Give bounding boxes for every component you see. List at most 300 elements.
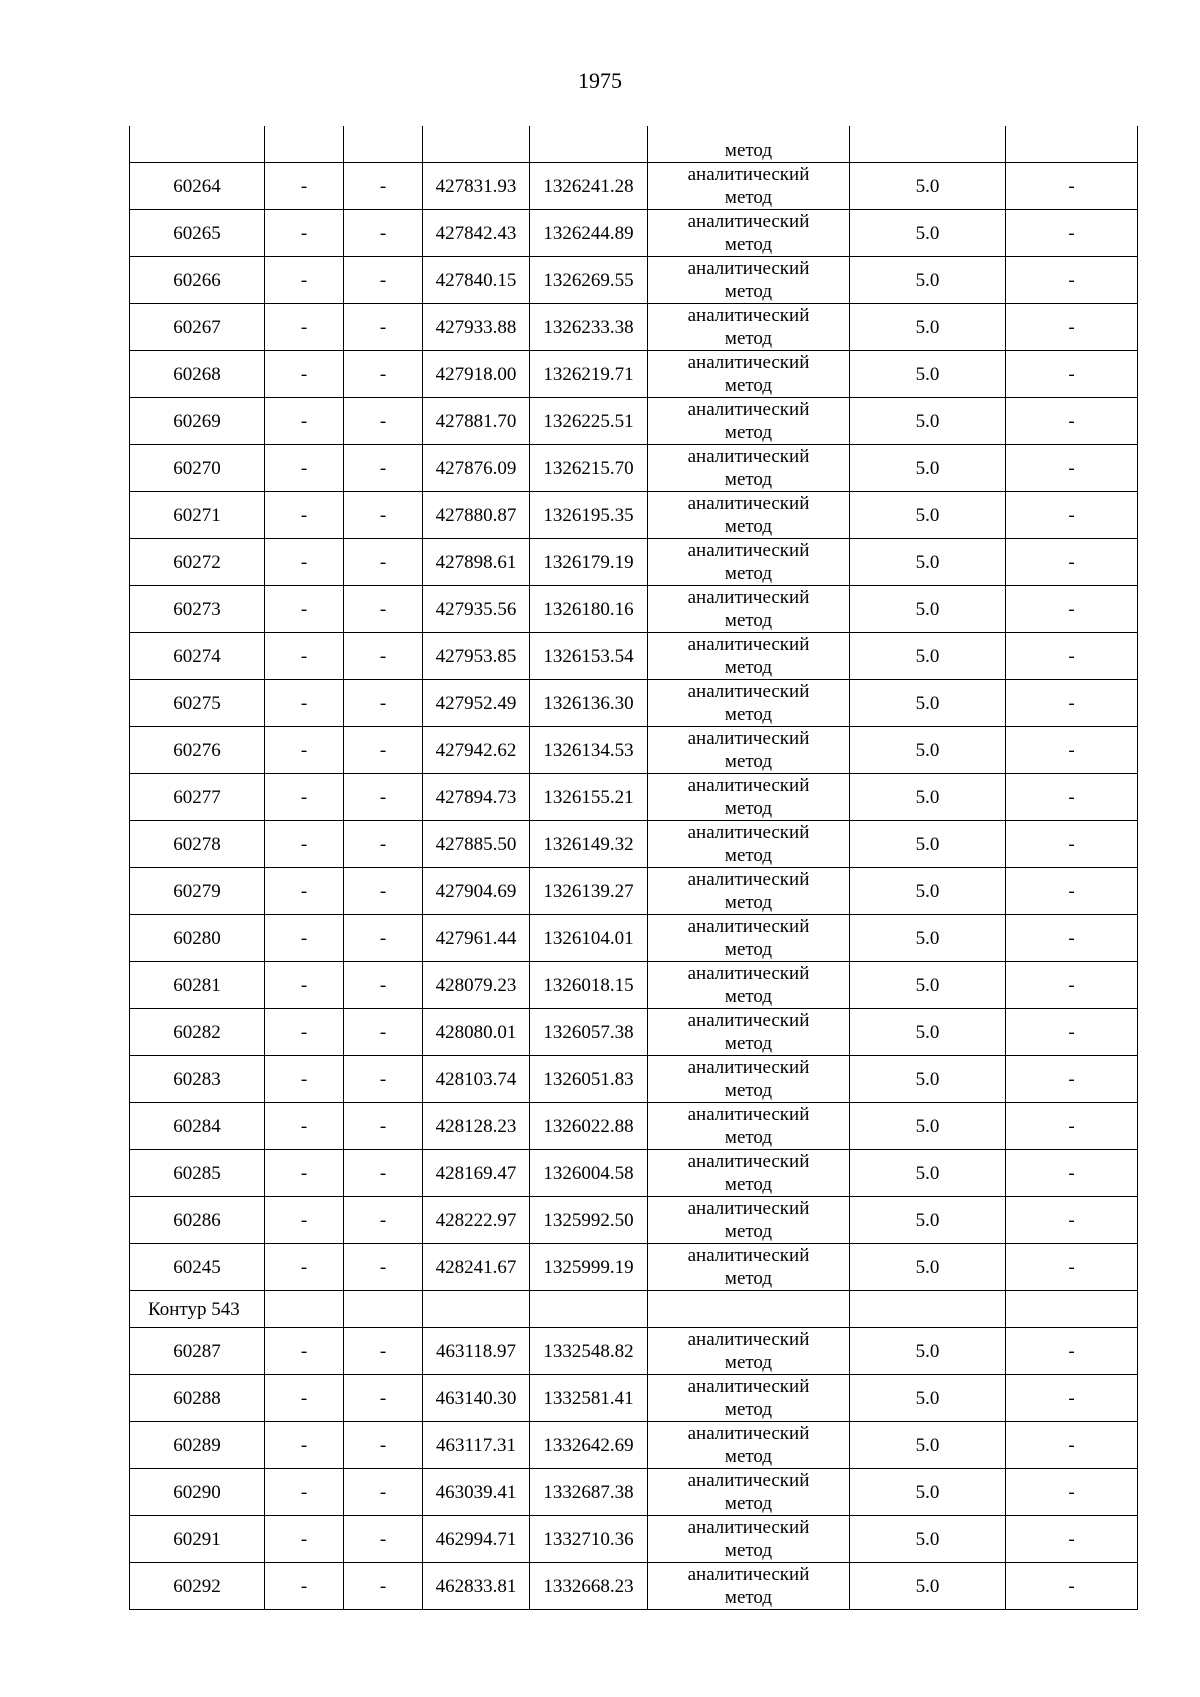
x-coordinate-cell: 428103.74 — [423, 1056, 530, 1103]
method-line-1: аналитический — [687, 540, 810, 561]
x-coordinate-cell: 427942.62 — [423, 727, 530, 774]
column-2-cell: - — [265, 1103, 344, 1150]
table-row — [130, 1516, 1138, 1563]
table-row — [130, 1009, 1138, 1056]
method-line-1: аналитический — [687, 1245, 810, 1266]
column-2-cell: - — [265, 1516, 344, 1563]
method-line-1: аналитический — [687, 1010, 810, 1031]
method-cell — [648, 1375, 850, 1422]
method-line-2: метод — [724, 1080, 773, 1101]
method-line-2: метод — [724, 892, 773, 913]
column-8-cell: - — [1006, 304, 1138, 351]
column-2-cell: - — [265, 1422, 344, 1469]
method-line-2: метод — [724, 610, 773, 631]
method-line-1: аналитический — [687, 1470, 810, 1491]
coordinates-table — [129, 126, 1138, 1610]
column-8-cell: - — [1006, 1056, 1138, 1103]
table-row — [130, 680, 1138, 727]
x-coordinate-cell: 428079.23 — [423, 962, 530, 1009]
point-id-cell: 60285 — [130, 1150, 265, 1197]
y-coordinate-cell: 1326269.55 — [530, 257, 648, 304]
method-line-2: метод — [724, 1033, 773, 1054]
x-coordinate-cell: 428222.97 — [423, 1197, 530, 1244]
point-id-cell: 60282 — [130, 1009, 265, 1056]
point-id-cell: 60265 — [130, 210, 265, 257]
y-coordinate-cell: 1326022.88 — [530, 1103, 648, 1150]
y-coordinate-cell: 1326225.51 — [530, 398, 648, 445]
accuracy-cell: 5.0 — [850, 1469, 1006, 1516]
table-row — [130, 1469, 1138, 1516]
column-2-cell: - — [265, 351, 344, 398]
method-line-2: метод — [724, 469, 773, 490]
x-coordinate-cell: 463118.97 — [423, 1328, 530, 1375]
accuracy-cell: 5.0 — [850, 210, 1006, 257]
point-id-cell: 60290 — [130, 1469, 265, 1516]
method-line-2: метод — [724, 281, 773, 302]
method-cell — [648, 351, 850, 398]
accuracy-cell: 5.0 — [850, 1422, 1006, 1469]
method-line-2: метод — [724, 1268, 773, 1289]
method-line-1: аналитический — [687, 916, 810, 937]
column-8-cell: - — [1006, 1197, 1138, 1244]
column-8-cell: - — [1006, 1469, 1138, 1516]
y-coordinate-cell: 1326195.35 — [530, 492, 648, 539]
column-3-cell: - — [344, 680, 423, 727]
point-id-cell: 60283 — [130, 1056, 265, 1103]
column-8-cell: - — [1006, 1009, 1138, 1056]
column-2-cell: - — [265, 163, 344, 210]
y-coordinate-cell: 1332668.23 — [530, 1563, 648, 1610]
column-3-cell: - — [344, 1469, 423, 1516]
page-number: 1975 — [578, 68, 622, 93]
method-cell — [648, 1469, 850, 1516]
y-coordinate-cell: 1325992.50 — [530, 1197, 648, 1244]
table-row — [130, 304, 1138, 351]
column-3-cell: - — [344, 257, 423, 304]
point-id-cell: 60289 — [130, 1422, 265, 1469]
column-3-cell: - — [344, 1150, 423, 1197]
column-8-cell: - — [1006, 1516, 1138, 1563]
x-coordinate-cell: 427961.44 — [423, 915, 530, 962]
y-coordinate-cell: 1332581.41 — [530, 1375, 648, 1422]
table-row — [130, 1056, 1138, 1103]
method-cell — [648, 680, 850, 727]
method-line-2: метод — [724, 845, 773, 866]
method-line-1: аналитический — [687, 399, 810, 420]
point-id-cell: 60267 — [130, 304, 265, 351]
y-coordinate-cell: 1326180.16 — [530, 586, 648, 633]
method-cell — [648, 1422, 850, 1469]
table-row — [130, 821, 1138, 868]
point-id-cell: 60272 — [130, 539, 265, 586]
table-row — [130, 1563, 1138, 1610]
column-2-cell: - — [265, 445, 344, 492]
point-id-cell: 60270 — [130, 445, 265, 492]
column-2-cell: - — [265, 774, 344, 821]
method-line-1: аналитический — [687, 211, 810, 232]
method-line-2: метод — [724, 751, 773, 772]
x-coordinate-cell: 427885.50 — [423, 821, 530, 868]
table-row — [130, 1422, 1138, 1469]
table-row — [130, 210, 1138, 257]
accuracy-cell: 5.0 — [850, 915, 1006, 962]
y-coordinate-cell: 1326149.32 — [530, 821, 648, 868]
method-line-1: аналитический — [687, 1423, 810, 1444]
method-line-2: метод — [724, 1540, 773, 1561]
point-id-cell: 60276 — [130, 727, 265, 774]
column-2-cell: - — [265, 868, 344, 915]
point-id-cell: 60268 — [130, 351, 265, 398]
column-8-cell: - — [1006, 1103, 1138, 1150]
method-line-1: аналитический — [687, 1517, 810, 1538]
column-3-cell: - — [344, 1244, 423, 1291]
point-id-cell: 60287 — [130, 1328, 265, 1375]
column-3-cell: - — [344, 1375, 423, 1422]
contour-row — [130, 1291, 1138, 1328]
point-id-cell: 60269 — [130, 398, 265, 445]
column-3-cell: - — [344, 774, 423, 821]
column-8-cell: - — [1006, 1150, 1138, 1197]
method-line-1: аналитический — [687, 1564, 810, 1585]
column-3-cell: - — [344, 1103, 423, 1150]
method-cell — [648, 1328, 850, 1375]
column-8-cell: - — [1006, 633, 1138, 680]
column-2-cell: - — [265, 257, 344, 304]
table-row — [130, 1244, 1138, 1291]
column-3-cell: - — [344, 1422, 423, 1469]
method-cell — [648, 163, 850, 210]
column-2-cell: - — [265, 586, 344, 633]
method-line-1: аналитический — [687, 869, 810, 890]
method-cell — [648, 539, 850, 586]
method-cell — [648, 868, 850, 915]
method-line-2: метод — [724, 422, 773, 443]
method-line-1: аналитический — [687, 446, 810, 467]
column-8-cell: - — [1006, 915, 1138, 962]
y-coordinate-cell: 1326139.27 — [530, 868, 648, 915]
method-line-1: аналитический — [687, 352, 810, 373]
column-3-cell: - — [344, 1056, 423, 1103]
table-body — [130, 126, 1138, 1610]
column-3-cell: - — [344, 1328, 423, 1375]
method-line-2: метод — [724, 516, 773, 537]
column-3-cell: - — [344, 1563, 423, 1610]
point-id-cell: 60245 — [130, 1244, 265, 1291]
method-cell — [648, 774, 850, 821]
column-2-cell: - — [265, 1244, 344, 1291]
column-3-cell: - — [344, 163, 423, 210]
method-line-2: метод — [724, 1587, 773, 1608]
point-id-cell: 60279 — [130, 868, 265, 915]
method-cell — [648, 210, 850, 257]
table-row — [130, 1150, 1138, 1197]
x-coordinate-cell: 428128.23 — [423, 1103, 530, 1150]
method-line-2: метод — [724, 375, 773, 396]
accuracy-cell: 5.0 — [850, 445, 1006, 492]
accuracy-cell: 5.0 — [850, 257, 1006, 304]
method-line-2: метод — [724, 1127, 773, 1148]
x-coordinate-cell: 427898.61 — [423, 539, 530, 586]
point-id-cell: 60281 — [130, 962, 265, 1009]
method-line-2: метод — [724, 1446, 773, 1467]
x-coordinate-cell: 463117.31 — [423, 1422, 530, 1469]
method-cell — [648, 1103, 850, 1150]
table-row — [130, 257, 1138, 304]
point-id-cell: 60273 — [130, 586, 265, 633]
x-coordinate-cell: 427894.73 — [423, 774, 530, 821]
accuracy-cell: 5.0 — [850, 163, 1006, 210]
method-line-2: метод — [724, 1352, 773, 1373]
column-8-cell: - — [1006, 962, 1138, 1009]
x-coordinate-cell: 427953.85 — [423, 633, 530, 680]
column-8-cell: - — [1006, 1422, 1138, 1469]
method-line-1: аналитический — [687, 634, 810, 655]
accuracy-cell: 5.0 — [850, 1197, 1006, 1244]
column-2-cell: - — [265, 1150, 344, 1197]
column-2-cell: - — [265, 304, 344, 351]
method-line-1: аналитический — [687, 1104, 810, 1125]
x-coordinate-cell: 427880.87 — [423, 492, 530, 539]
column-3-cell: - — [344, 1197, 423, 1244]
table-row — [130, 492, 1138, 539]
y-coordinate-cell: 1332642.69 — [530, 1422, 648, 1469]
x-coordinate-cell: 427881.70 — [423, 398, 530, 445]
accuracy-cell: 5.0 — [850, 1009, 1006, 1056]
table-row — [130, 351, 1138, 398]
method-cell — [648, 445, 850, 492]
column-2-cell: - — [265, 1375, 344, 1422]
x-coordinate-cell: 462833.81 — [423, 1563, 530, 1610]
continuation-row — [130, 126, 1138, 163]
accuracy-cell: 5.0 — [850, 1375, 1006, 1422]
point-id-cell: 60275 — [130, 680, 265, 727]
method-line-1: аналитический — [687, 1198, 810, 1219]
method-cell — [648, 1150, 850, 1197]
accuracy-cell: 5.0 — [850, 1103, 1006, 1150]
column-2-cell: - — [265, 915, 344, 962]
column-2-cell: - — [265, 1009, 344, 1056]
method-line-1: аналитический — [687, 258, 810, 279]
column-3-cell: - — [344, 304, 423, 351]
y-coordinate-cell: 1332687.38 — [530, 1469, 648, 1516]
method-cell — [648, 1563, 850, 1610]
point-id-cell: 60266 — [130, 257, 265, 304]
column-2-cell: - — [265, 210, 344, 257]
y-coordinate-cell: 1326215.70 — [530, 445, 648, 492]
method-line-1: аналитический — [687, 1329, 810, 1350]
method-cell — [648, 1197, 850, 1244]
y-coordinate-cell: 1326018.15 — [530, 962, 648, 1009]
table-row — [130, 1103, 1138, 1150]
method-cell — [648, 398, 850, 445]
method-line-2: метод — [724, 328, 773, 349]
column-2-cell: - — [265, 1469, 344, 1516]
column-3-cell: - — [344, 398, 423, 445]
column-8-cell: - — [1006, 1563, 1138, 1610]
point-id-cell: 60286 — [130, 1197, 265, 1244]
method-line-1: аналитический — [687, 822, 810, 843]
column-2-cell: - — [265, 1056, 344, 1103]
table-row — [130, 633, 1138, 680]
accuracy-cell: 5.0 — [850, 727, 1006, 774]
method-line-2: метод — [724, 1399, 773, 1420]
method-line-1: аналитический — [687, 728, 810, 749]
column-2-cell: - — [265, 398, 344, 445]
method-line-2: метод — [724, 187, 773, 208]
method-cell — [648, 492, 850, 539]
method-line-2: метод — [724, 939, 773, 960]
column-8-cell: - — [1006, 680, 1138, 727]
column-8-cell: - — [1006, 398, 1138, 445]
x-coordinate-cell: 427935.56 — [423, 586, 530, 633]
table-row — [130, 1375, 1138, 1422]
y-coordinate-cell: 1326219.71 — [530, 351, 648, 398]
x-coordinate-cell: 427842.43 — [423, 210, 530, 257]
column-8-cell: - — [1006, 1328, 1138, 1375]
y-coordinate-cell: 1325999.19 — [530, 1244, 648, 1291]
y-coordinate-cell: 1326057.38 — [530, 1009, 648, 1056]
method-line-1: аналитический — [687, 1376, 810, 1397]
accuracy-cell: 5.0 — [850, 492, 1006, 539]
y-coordinate-cell: 1326179.19 — [530, 539, 648, 586]
x-coordinate-cell: 428169.47 — [423, 1150, 530, 1197]
point-id-cell: 60288 — [130, 1375, 265, 1422]
table-row — [130, 539, 1138, 586]
column-3-cell: - — [344, 210, 423, 257]
x-coordinate-cell: 463140.30 — [423, 1375, 530, 1422]
column-3-cell: - — [344, 351, 423, 398]
column-8-cell: - — [1006, 868, 1138, 915]
column-8-cell: - — [1006, 1375, 1138, 1422]
column-2-cell: - — [265, 492, 344, 539]
y-coordinate-cell: 1326004.58 — [530, 1150, 648, 1197]
column-8-cell: - — [1006, 492, 1138, 539]
x-coordinate-cell: 427876.09 — [423, 445, 530, 492]
column-2-cell: - — [265, 539, 344, 586]
table-row — [130, 1197, 1138, 1244]
column-3-cell: - — [344, 821, 423, 868]
column-3-cell: - — [344, 727, 423, 774]
column-8-cell: - — [1006, 727, 1138, 774]
y-coordinate-cell: 1326233.38 — [530, 304, 648, 351]
x-coordinate-cell: 427918.00 — [423, 351, 530, 398]
method-line-1: аналитический — [687, 1057, 810, 1078]
method-line-2: метод — [724, 563, 773, 584]
point-id-cell: 60264 — [130, 163, 265, 210]
x-coordinate-cell: 427831.93 — [423, 163, 530, 210]
column-8-cell: - — [1006, 163, 1138, 210]
accuracy-cell: 5.0 — [850, 398, 1006, 445]
point-id-cell: 60280 — [130, 915, 265, 962]
method-line-1: аналитический — [687, 681, 810, 702]
accuracy-cell: 5.0 — [850, 1244, 1006, 1291]
column-8-cell: - — [1006, 821, 1138, 868]
table-row — [130, 915, 1138, 962]
method-line-2: метод — [724, 986, 773, 1007]
accuracy-cell: 5.0 — [850, 868, 1006, 915]
column-3-cell: - — [344, 868, 423, 915]
x-coordinate-cell: 462994.71 — [423, 1516, 530, 1563]
method-line-2: метод — [724, 1174, 773, 1195]
method-cell — [648, 1244, 850, 1291]
x-coordinate-cell: 428080.01 — [423, 1009, 530, 1056]
table-row — [130, 445, 1138, 492]
column-3-cell: - — [344, 492, 423, 539]
column-3-cell: - — [344, 633, 423, 680]
column-2-cell: - — [265, 680, 344, 727]
column-2-cell: - — [265, 1328, 344, 1375]
x-coordinate-cell: 427933.88 — [423, 304, 530, 351]
method-line-2: метод — [724, 657, 773, 678]
accuracy-cell: 5.0 — [850, 1516, 1006, 1563]
method-cell — [648, 257, 850, 304]
method-cell — [648, 586, 850, 633]
point-id-cell: 60277 — [130, 774, 265, 821]
column-3-cell: - — [344, 539, 423, 586]
y-coordinate-cell: 1326153.54 — [530, 633, 648, 680]
method-line-2: метод — [724, 798, 773, 819]
table-row — [130, 727, 1138, 774]
table-row — [130, 962, 1138, 1009]
method-line-1: аналитический — [687, 164, 810, 185]
y-coordinate-cell: 1326136.30 — [530, 680, 648, 727]
column-2-cell: - — [265, 962, 344, 1009]
column-3-cell: - — [344, 962, 423, 1009]
accuracy-cell: 5.0 — [850, 633, 1006, 680]
method-line-1: аналитический — [687, 493, 810, 514]
x-coordinate-cell: 427952.49 — [423, 680, 530, 727]
method-cell — [648, 915, 850, 962]
column-3-cell: - — [344, 1516, 423, 1563]
accuracy-cell: 5.0 — [850, 351, 1006, 398]
x-coordinate-cell: 428241.67 — [423, 1244, 530, 1291]
column-2-cell: - — [265, 1197, 344, 1244]
point-id-cell: 60271 — [130, 492, 265, 539]
column-3-cell: - — [344, 1009, 423, 1056]
accuracy-cell: 5.0 — [850, 962, 1006, 1009]
method-line-2: метод — [724, 1493, 773, 1514]
method-cell — [648, 1009, 850, 1056]
accuracy-cell: 5.0 — [850, 304, 1006, 351]
accuracy-cell: 5.0 — [850, 1328, 1006, 1375]
accuracy-cell: 5.0 — [850, 1056, 1006, 1103]
column-2-cell: - — [265, 821, 344, 868]
method-line-2: метод — [724, 234, 773, 255]
accuracy-cell: 5.0 — [850, 680, 1006, 727]
x-coordinate-cell: 427904.69 — [423, 868, 530, 915]
method-line-1: аналитический — [687, 587, 810, 608]
method-cell — [648, 1056, 850, 1103]
table-row — [130, 868, 1138, 915]
point-id-cell: 60292 — [130, 1563, 265, 1610]
method-cell — [648, 727, 850, 774]
table-row — [130, 1328, 1138, 1375]
method-cell — [648, 633, 850, 680]
method-line-1: аналитический — [687, 775, 810, 796]
column-3-cell: - — [344, 915, 423, 962]
accuracy-cell: 5.0 — [850, 586, 1006, 633]
point-id-cell: 60291 — [130, 1516, 265, 1563]
y-coordinate-cell: 1326155.21 — [530, 774, 648, 821]
method-cell — [648, 962, 850, 1009]
method-cell — [648, 304, 850, 351]
point-id-cell: 60284 — [130, 1103, 265, 1150]
y-coordinate-cell: 1326051.83 — [530, 1056, 648, 1103]
accuracy-cell: 5.0 — [850, 1150, 1006, 1197]
y-coordinate-cell: 1326241.28 — [530, 163, 648, 210]
column-2-cell: - — [265, 727, 344, 774]
y-coordinate-cell: 1332710.36 — [530, 1516, 648, 1563]
